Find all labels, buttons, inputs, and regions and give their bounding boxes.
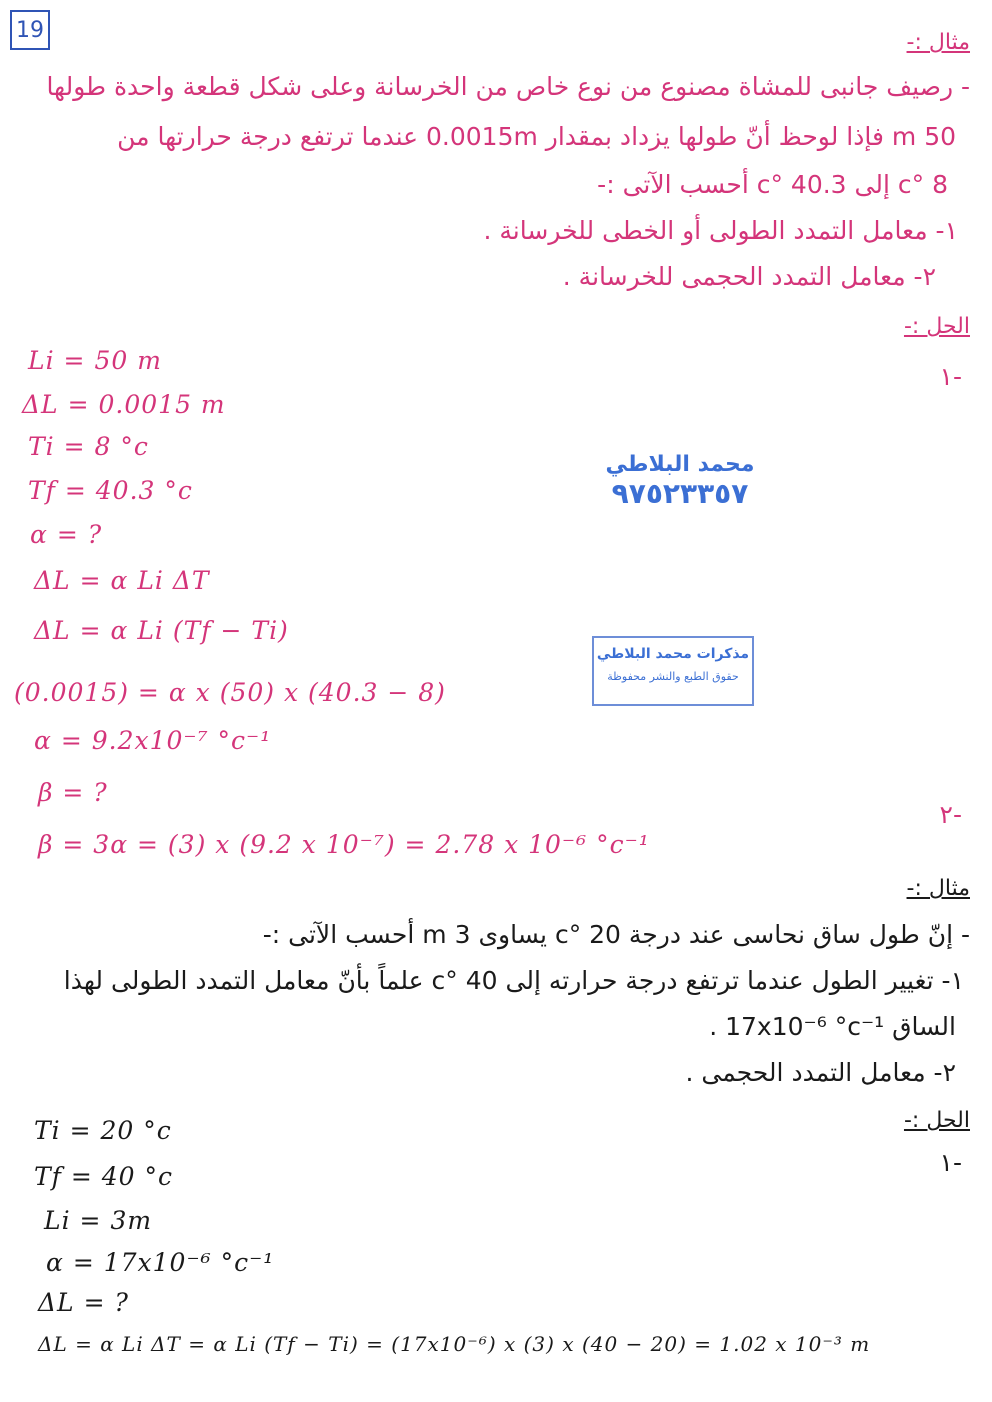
example2-part1-marker: -١ — [939, 1148, 962, 1177]
author-stamp — [590, 452, 770, 510]
example2-line-1: - إنّ طول ساق نحاسى عند درجة 20 °c يساوى 3 m أحسب الآتى :- — [262, 920, 970, 949]
example1-line-3: 8 °c إلى 40.3 °c أحسب الآتى :- — [597, 170, 948, 199]
ex1-step-substitution: (0.0015) = α x (50) x (40.3 − 8) — [14, 678, 446, 707]
example1-line-2: 50 m فإذا لوحظ أنّ طولها يزداد بمقدار 0.0015m عندما ترتفع درجة حرارتها من — [117, 122, 956, 151]
stamp-phone: ٩٧٥٢٣٣٥٧ — [611, 477, 749, 510]
page-number-box — [10, 10, 50, 50]
example2-line-4: ٢- معامل التمدد الحجمى . — [685, 1058, 956, 1087]
example1-part1-marker: -١ — [939, 362, 962, 391]
example1-part2-marker: -٢ — [939, 800, 962, 829]
ex1-step-alpha-unknown: α = ? — [30, 520, 103, 549]
ex2-step-ti: Ti = 20 °c — [34, 1116, 172, 1145]
ex1-step-formula-expanded: ΔL = α Li (Tf − Ti) — [34, 616, 289, 645]
ex1-step-beta-unknown: β = ? — [38, 778, 108, 807]
ex1-step-li: Li = 50 m — [28, 346, 162, 375]
ex2-step-dl-unknown: ΔL = ? — [38, 1288, 129, 1317]
ex1-step-alpha-result: α = 9.2x10⁻⁷ °c⁻¹ — [34, 726, 272, 755]
ex1-step-dl: ΔL = 0.0015 m — [22, 390, 226, 419]
ex2-step-alpha: α = 17x10⁻⁶ °c⁻¹ — [46, 1248, 275, 1277]
ex1-step-ti: Ti = 8 °c — [28, 432, 149, 461]
example1-title: مثال :- — [906, 30, 970, 55]
page-number: 19 — [16, 17, 44, 43]
ex2-step-tf: Tf = 40 °c — [34, 1162, 174, 1191]
stamp-name: محمد البلاطي — [605, 452, 755, 477]
ex2-step-dl-result: ΔL = α Li ΔT = α Li (Tf − Ti) = (17x10⁻⁶) x (3) x (40 − 20) = 1.02 x 10⁻³ m — [38, 1332, 871, 1356]
example2-solution-title: الحل :- — [903, 1108, 970, 1133]
ex1-step-beta-result: β = 3α = (3) x (9.2 x 10⁻⁷) = 2.78 x 10⁻⁶ °c⁻¹ — [38, 830, 650, 859]
example1-line-5: ٢- معامل التمدد الحجمى للخرسانة . — [562, 262, 936, 291]
example1-solution-title: الحل :- — [903, 314, 970, 339]
example2-line-2: ١- تغيير الطول عندما ترتفع درجة حرارته إلى 40 °c علماً بأنّ معامل التمدد الطولى لهذا — [63, 966, 964, 995]
ex2-step-li: Li = 3m — [44, 1206, 153, 1235]
example1-line-4: ١- معامل التمدد الطولى أو الخطى للخرسانة . — [483, 216, 958, 245]
copyright-stamp-subtitle: حقوق الطبع والنشر محفوظة — [607, 670, 739, 683]
ex1-step-formula: ΔL = α Li ΔT — [34, 566, 210, 595]
ex1-step-tf: Tf = 40.3 °c — [28, 476, 193, 505]
copyright-stamp-title: مذكرات محمد البلاطي — [596, 646, 750, 662]
copyright-stamp-box — [592, 636, 754, 706]
example2-line-3: الساق 17x10⁻⁶ °c⁻¹ . — [709, 1012, 956, 1041]
example2-title: مثال :- — [906, 876, 970, 901]
example1-line-1: - رصيف جانبى للمشاة مصنوع من نوع خاص من الخرسانة وعلى شكل قطعة واحدة طولها — [46, 72, 970, 101]
